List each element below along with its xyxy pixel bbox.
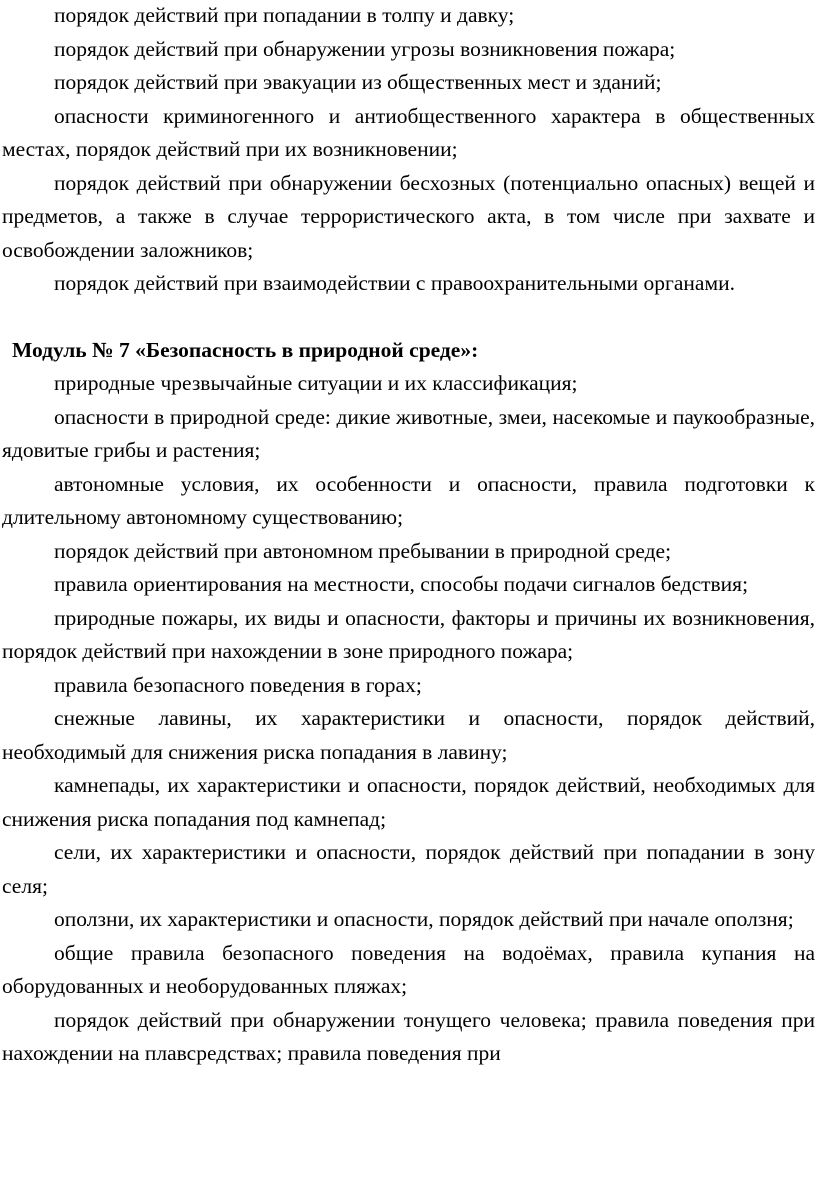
paragraph-water-safety: общие правила безопасного поведения на водоёмах, правила купания на оборудованных и необорудованных пляжах; [2, 940, 815, 998]
paragraph-law-enforcement: порядок действий при взаимодействии с правоохранительными органами. [54, 271, 735, 295]
paragraph-fire-threat: порядок действий при обнаружении угрозы возникновения пожара; [54, 36, 676, 61]
paragraph-avalanches: снежные лавины, их характеристики и опасности, порядок действий, необходимый для снижения риска попадания в лавину; [2, 706, 815, 764]
paragraph-mountains: правила безопасного поведения в горах; [54, 672, 422, 697]
paragraph-mudflows: сели, их характеристики и опасности, порядок действий при попадании в зону селя; [2, 840, 815, 898]
paragraph-natural-emergencies: природные чрезвычайные ситуации и их классификация; [54, 371, 578, 395]
paragraph-criminal-dangers: опасности криминогенного и антиобщественного характера в общественных местах, порядок действий при их возникновении; [2, 103, 815, 161]
paragraph-autonomous-conditions: автономные условия, их особенности и опасности, правила подготовки к длительному автономному существованию; [2, 471, 815, 529]
paragraph-landslides: оползни, их характеристики и опасности, порядок действий при начале оползня; [54, 907, 794, 931]
paragraph-wildfires: природные пожары, их виды и опасности, факторы и причины их возникновения, порядок действий при нахождении в зоне природного пожара; [2, 605, 815, 663]
module-7-heading: Модуль № 7 «Безопасность в природной среде»: [12, 337, 479, 362]
paragraph-rockfalls: камнепады, их характеристики и опасности, порядок действий, необходимых для снижения риска попадания под камнепад; [2, 773, 815, 831]
paragraph-evacuation: порядок действий при эвакуации из общественных мест и зданий; [54, 70, 662, 94]
paragraph-drowning-person: порядок действий при обнаружении тонущего человека; правила поведения при нахождении на плавсредствах; правила поведения при [2, 1007, 815, 1065]
paragraph-ownerless-items: порядок действий при обнаружении бесхозных (потенциально опасных) вещей и предметов, а также в случае террористического акта, в том числе при захвате и освобождении заложников; [2, 170, 815, 262]
paragraph-orientation: правила ориентирования на местности, способы подачи сигналов бедствия; [54, 572, 749, 596]
paragraph-nature-dangers: опасности в природной среде: дикие животные, змеи, насекомые и паукообразные, ядовитые грибы и растения; [2, 404, 815, 462]
paragraph-crowd: порядок действий при попадании в толпу и давку; [54, 3, 515, 27]
paragraph-autonomous-stay: порядок действий при автономном пребывании в природной среде; [54, 538, 672, 563]
